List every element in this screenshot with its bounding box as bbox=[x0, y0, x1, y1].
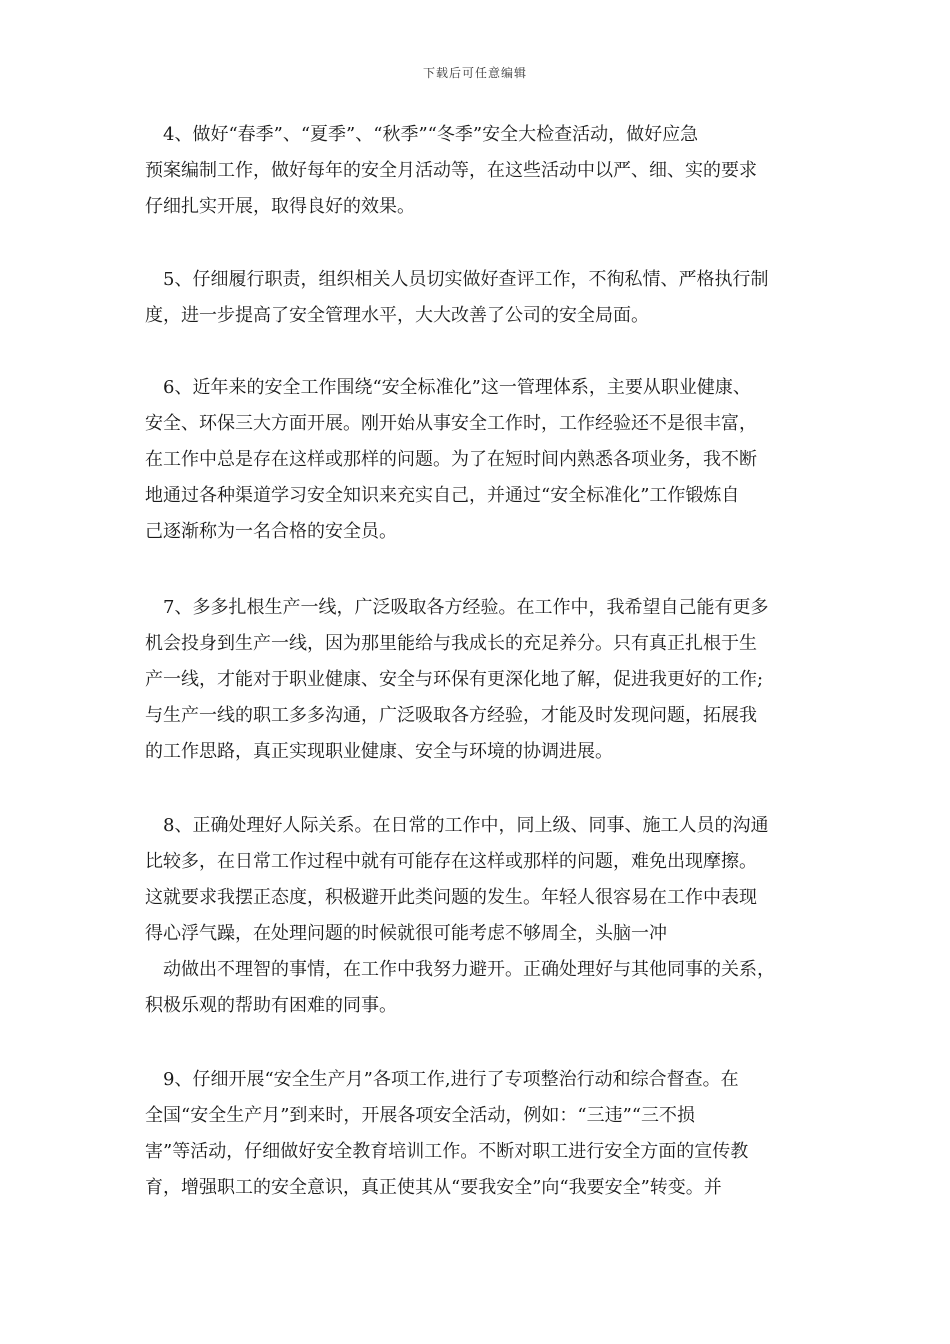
text-line: 度，进一步提高了安全管理水平，大大改善了公司的安全局面。 bbox=[145, 305, 649, 326]
page-header: 下载后可任意编辑 bbox=[422, 66, 527, 80]
text-line: 4、做好“春季”、“夏季”、“秋季”“冬季”安全大检查活动，做好应急 bbox=[163, 124, 699, 145]
text-line: 全国“安全生产月”到来时，开展各项安全活动，例如：“三违”“三不损 bbox=[145, 1105, 696, 1126]
text-line: 育，增强职工的安全意识，真正使其从“要我安全”向“我要安全”转变。并 bbox=[145, 1177, 722, 1198]
text-line: 7、多多扎根生产一线，广泛吸取各方经验。在工作中，我希望自己能有更多 bbox=[163, 597, 769, 618]
text-line: 这就要求我摆正态度，积极避开此类问题的发生。年轻人很容易在工作中表现 bbox=[145, 887, 757, 908]
paragraph-6 bbox=[145, 370, 813, 550]
text-line: 积极乐观的帮助有困难的同事。 bbox=[145, 995, 397, 1016]
paragraph-7 bbox=[145, 590, 813, 770]
text-line: 9、仔细开展“安全生产月”各项工作,进行了专项整治行动和综合督查。在 bbox=[163, 1069, 739, 1090]
text-line: 产一线，才能对于职业健康、安全与环保有更深化地了解，促进我更好的工作; bbox=[145, 669, 764, 690]
paragraph-8 bbox=[145, 808, 813, 1024]
text-line: 己逐渐称为一名合格的安全员。 bbox=[145, 521, 397, 542]
text-line: 的工作思路，真正实现职业健康、安全与环境的协调进展。 bbox=[145, 741, 613, 762]
text-line: 得心浮气躁，在处理问题的时候就很可能考虑不够周全，头脑一冲 bbox=[145, 923, 667, 944]
text-line: 在工作中总是存在这样或那样的问题。为了在短时间内熟悉各项业务，我不断 bbox=[145, 449, 757, 470]
text-line: 仔细扎实开展，取得良好的效果。 bbox=[145, 196, 415, 217]
paragraph-5 bbox=[145, 262, 813, 334]
text-line: 8、正确处理好人际关系。在日常的工作中，同上级、同事、施工人员的沟通 bbox=[163, 815, 769, 836]
text-line: 安全、环保三大方面开展。刚开始从事安全工作时，工作经验还不是很丰富， bbox=[145, 413, 757, 434]
paragraph-9 bbox=[145, 1062, 813, 1206]
text-line: 与生产一线的职工多多沟通，广泛吸取各方经验，才能及时发现问题，拓展我 bbox=[145, 705, 757, 726]
text-line: 地通过各种渠道学习安全知识来充实自己，并通过“安全标准化”工作锻炼自 bbox=[145, 485, 740, 506]
text-line: 机会投身到生产一线，因为那里能给与我成长的充足养分。只有真正扎根于生 bbox=[145, 633, 757, 654]
text-line: 害”等活动，仔细做好安全教育培训工作。不断对职工进行安全方面的宣传教 bbox=[145, 1141, 749, 1162]
text-line: 比较多，在日常工作过程中就有可能存在这样或那样的问题，难免出现摩擦。 bbox=[145, 851, 757, 872]
paragraph-4 bbox=[145, 117, 813, 225]
text-line: 动做出不理智的事情，在工作中我努力避开。正确处理好与其他同事的关系， bbox=[163, 959, 775, 980]
text-line: 5、仔细履行职责，组织相关人员切实做好查评工作，不徇私情、严格执行制 bbox=[163, 269, 769, 290]
text-line: 预案编制工作，做好每年的安全月活动等，在这些活动中以严、细、实的要求 bbox=[145, 160, 757, 181]
text-line: 6、近年来的安全工作围绕“安全标准化”这一管理体系，主要从职业健康、 bbox=[163, 377, 751, 398]
